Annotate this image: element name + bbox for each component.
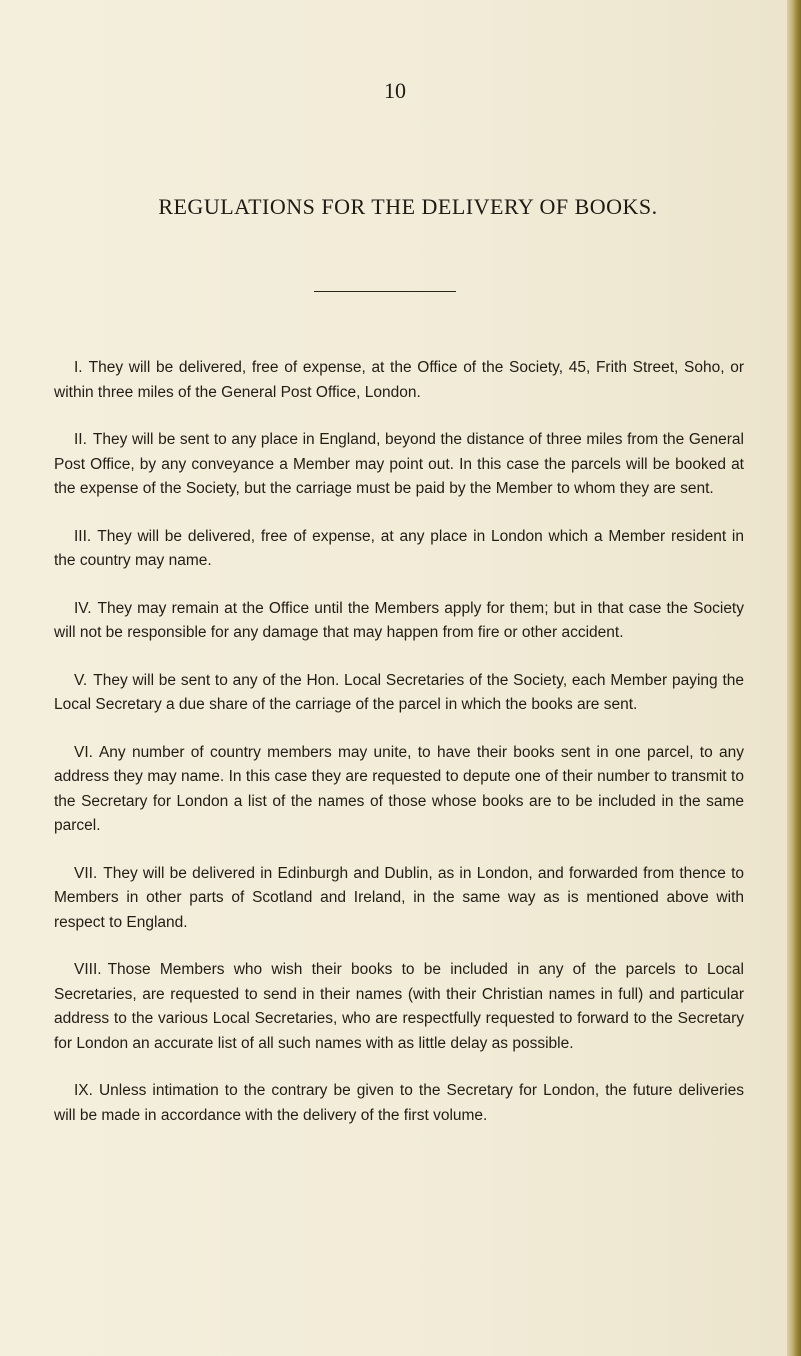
- regulation-item: [54, 669, 744, 718]
- regulation-item: [54, 741, 744, 839]
- title-divider: [314, 291, 456, 292]
- page-edge: [787, 0, 801, 1356]
- regulation-item: [54, 1079, 744, 1128]
- regulation-numeral: III.: [74, 527, 92, 545]
- regulation-numeral: VII.: [74, 864, 98, 882]
- regulations-list: [54, 356, 744, 1151]
- regulation-item: [54, 525, 744, 574]
- regulation-item: [54, 597, 744, 646]
- regulation-text: Unless intimation to the contrary be given to the Secretary for London, the future deliveries will be made in accordance with the delivery of the first volume.: [54, 1082, 744, 1124]
- regulation-text: They will be delivered in Edinburgh and Dublin, as in London, and forwarded from thence to Members in other parts of Scotland and Ireland, in the same way as is mentioned above with respect to England.: [54, 864, 744, 931]
- regulation-text: Those Members who wish their books to be included in any of the parcels to Local Secretaries, are requested to send in their names (with their Christian names in full) and particular address to the various Local Secretaries, who are respectfully requested to forward to the Secretary for London an accurate list of all such names with as little delay as possible.: [54, 961, 744, 1052]
- regulation-text: Any number of country members may unite, to have their books sent in one parcel, to any address they may name. In this case they are requested to depute one of their number to transmit to the Secretary for London a list of the names of those whose books are to be included in the same parcel.: [54, 743, 744, 834]
- page-number: 10: [384, 78, 406, 103]
- regulation-numeral: I.: [74, 359, 83, 376]
- regulation-text: They may remain at the Office until the Members apply for them; but in that case the Society will not be responsible for any damage that may happen from fire or other accident.: [54, 599, 744, 641]
- regulation-item: [54, 862, 744, 936]
- regulation-item: [54, 356, 744, 405]
- regulation-numeral: V.: [74, 671, 88, 689]
- regulation-numeral: II.: [74, 431, 87, 448]
- regulation-numeral: IX.: [74, 1082, 93, 1099]
- regulation-numeral: IV.: [74, 599, 92, 617]
- page-title: REGULATIONS FOR THE DELIVERY OF BOOKS.: [158, 194, 658, 219]
- regulation-text: They will be delivered, free of expense, at any place in London which a Member resident in the country may name.: [54, 527, 744, 569]
- regulation-item: [54, 958, 744, 1056]
- regulation-numeral: VI.: [74, 743, 93, 761]
- regulation-text: They will be sent to any place in England, beyond the distance of three miles from the General Post Office, by any conveyance a Member may point out. In this case the parcels will be booked at the expense of the Society, but the carriage must be paid by the Member to whom they are sent.: [54, 431, 744, 497]
- regulation-numeral: VIII.: [74, 961, 102, 978]
- regulation-text: They will be sent to any of the Hon. Local Secretaries of the Society, each Member paying the Local Secretary a due share of the carriage of the parcel in which the books are sent.: [54, 671, 744, 713]
- regulation-item: [54, 428, 744, 502]
- regulation-text: They will be delivered, free of expense, at the Office of the Society, 45, Frith Street, Soho, or within three miles of the General Post Office, London.: [54, 359, 744, 401]
